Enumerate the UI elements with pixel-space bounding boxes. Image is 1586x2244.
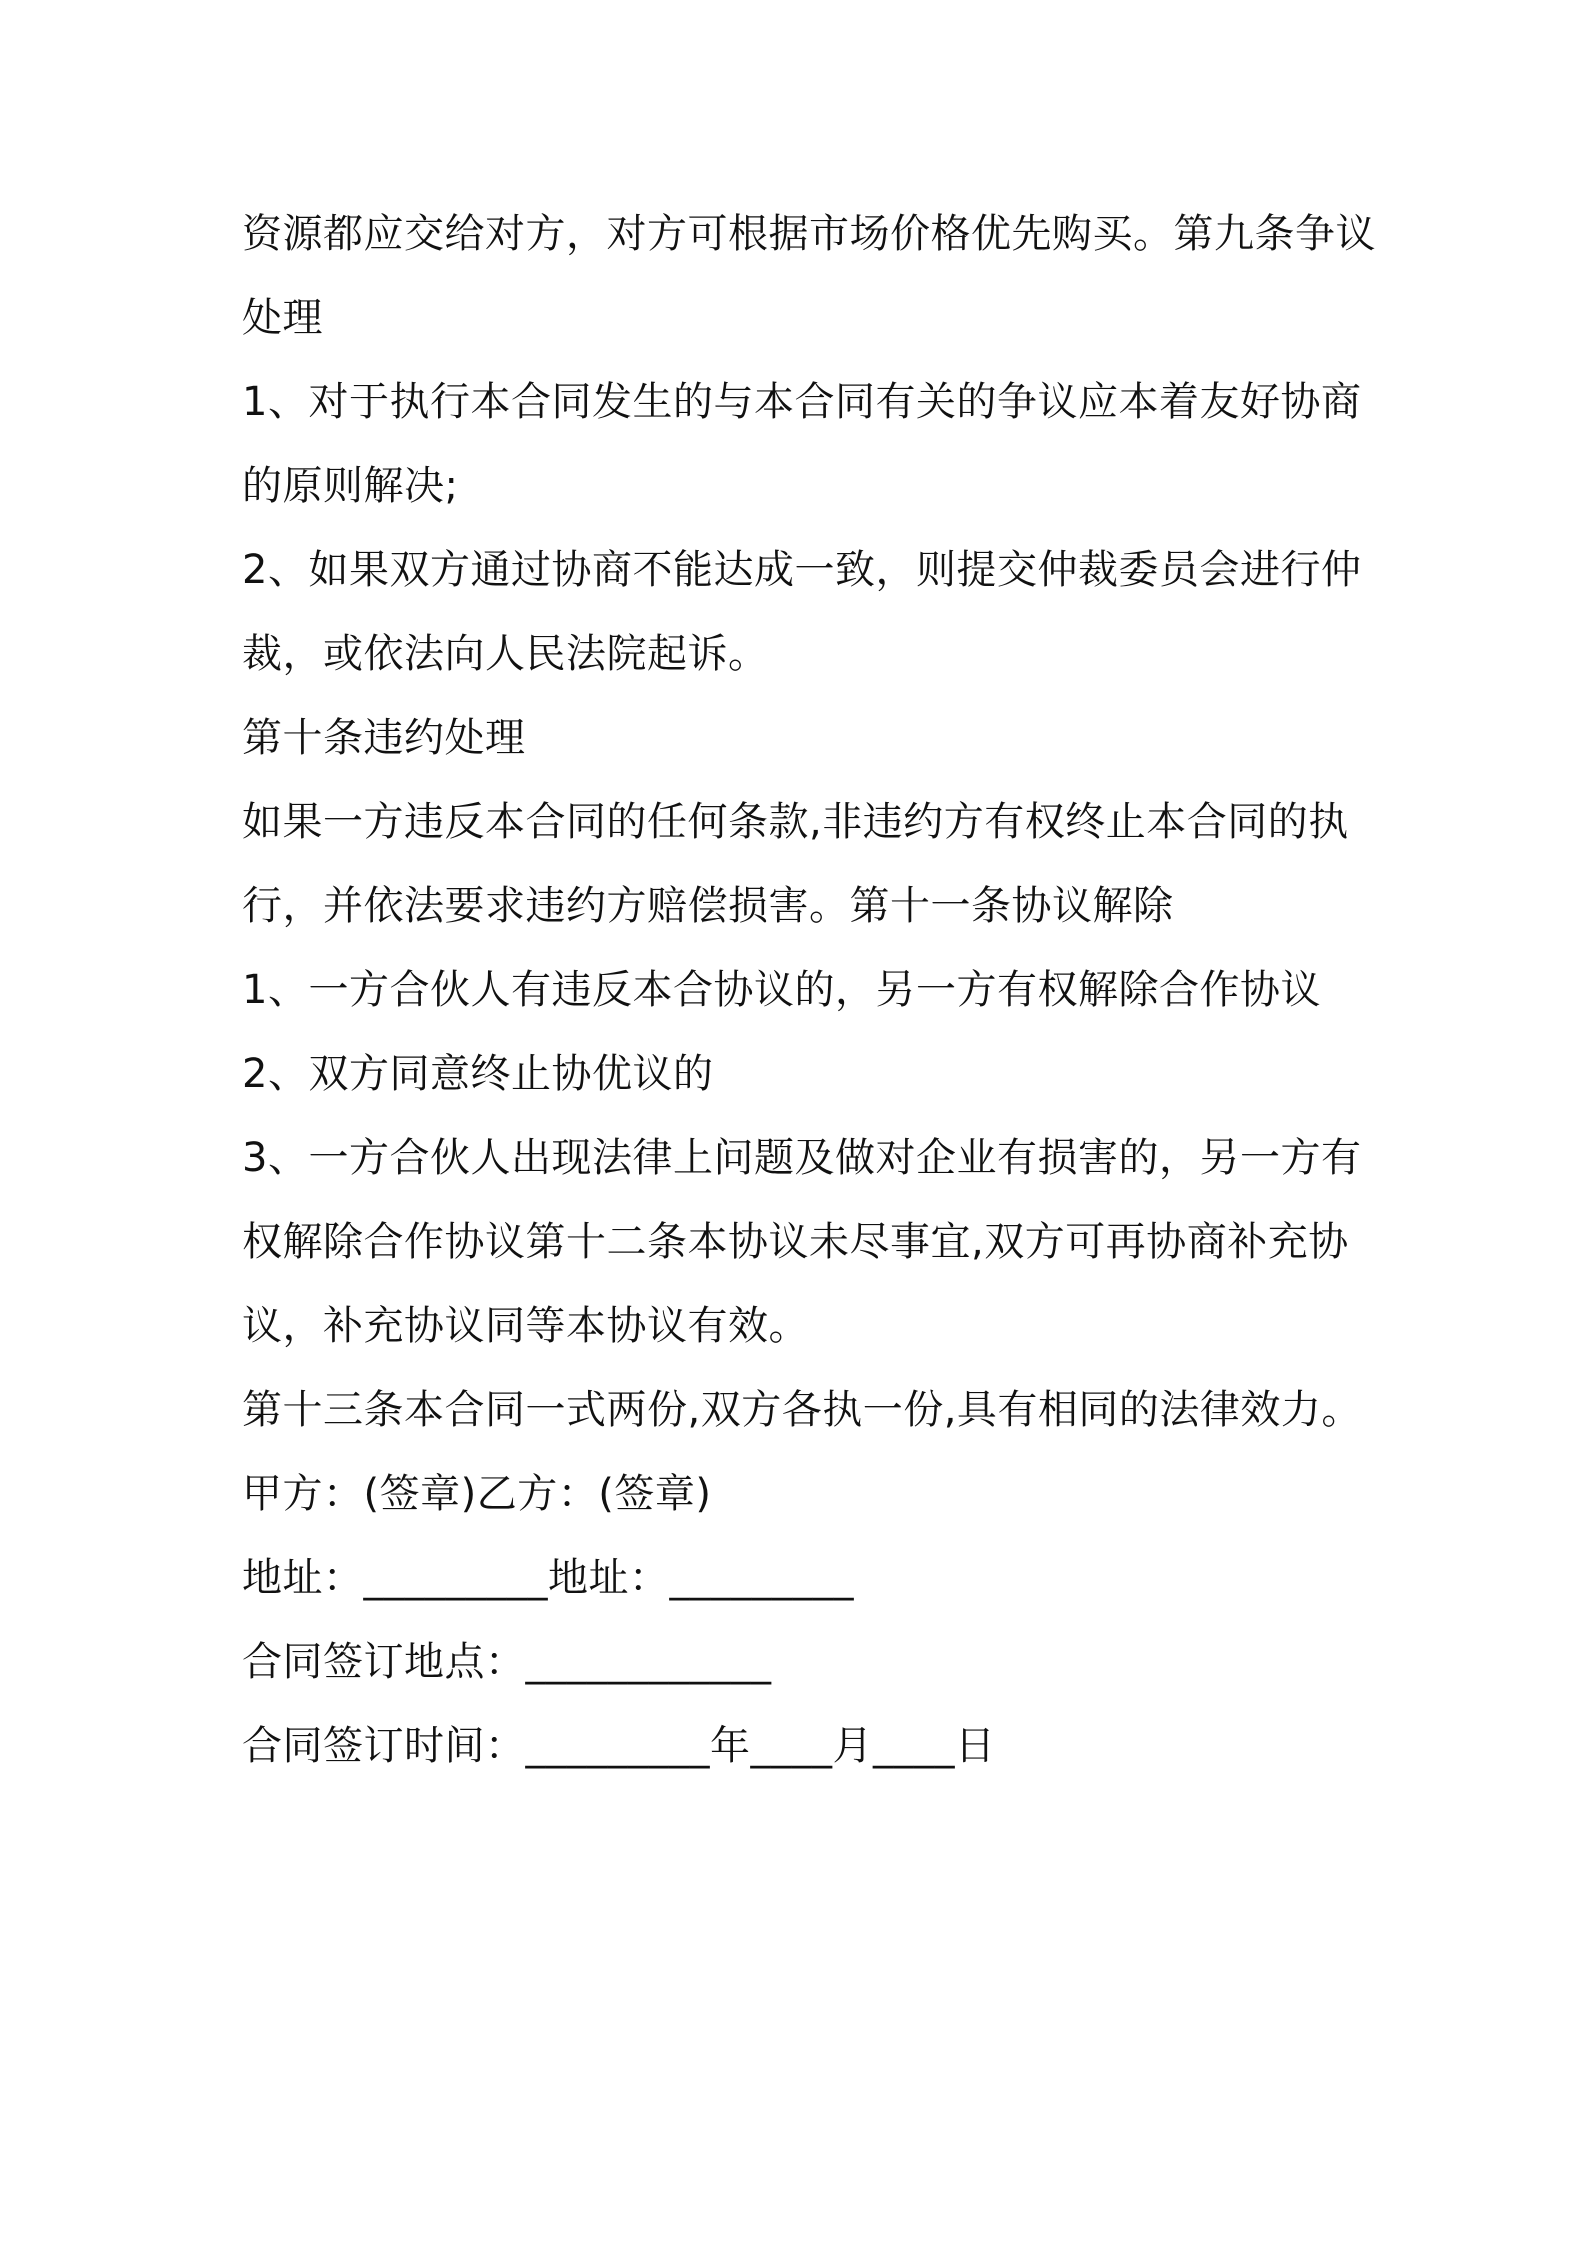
text-line-resources: 资源都应交给对方，对方可根据市场价格优先购买。第九条争议 [242,211,1376,257]
signing-date-line: 合同签订时间：_________年____月____日 [242,1723,996,1769]
text-line-breach: 如果一方违反本合同的任何条款,非违约方有权终止本合同的执 [242,799,1349,845]
text-line-breach-cont: 行，并依法要求违约方赔偿损害。第十一条协议解除 [242,883,1174,929]
address-line: 地址：_________地址：_________ [242,1555,854,1601]
text-line-termination-item-3-cont: 权解除合作协议第十二条本协议未尽事宜,双方可再协商补充协 [242,1219,1349,1265]
section-heading-breach: 第十条违约处理 [242,715,526,761]
text-line-dispute-item-1-cont: 的原则解决; [242,463,459,509]
text-line-termination-item-1: 1、一方合伙人有违反本合协议的，另一方有权解除合作协议 [242,967,1321,1013]
text-line-dispute-item-2: 2、如果双方通过协商不能达成一致，则提交仲裁委员会进行仲 [242,547,1362,593]
text-line-termination-item-3: 3、一方合伙人出现法律上问题及做对企业有损害的，另一方有 [242,1135,1362,1181]
text-line-supplement: 议，补充协议同等本协议有效。 [242,1303,809,1349]
signature-line: 甲方：(签章)乙方：(签章) [242,1471,712,1517]
signing-place-line: 合同签订地点：____________ [242,1639,772,1685]
text-line-termination-item-2: 2、双方同意终止协优议的 [242,1051,714,1097]
text-line-dispute-item-1: 1、对于执行本合同发生的与本合同有关的争议应本着友好协商 [242,379,1362,425]
contract-body [242,192,1376,1788]
text-line-dispute-title-end: 处理 [242,295,323,341]
text-line-dispute-item-2-cont: 裁，或依法向人民法院起诉。 [242,631,769,677]
text-line-copies: 第十三条本合同一式两份,双方各执一份,具有相同的法律效力。 [242,1387,1362,1433]
